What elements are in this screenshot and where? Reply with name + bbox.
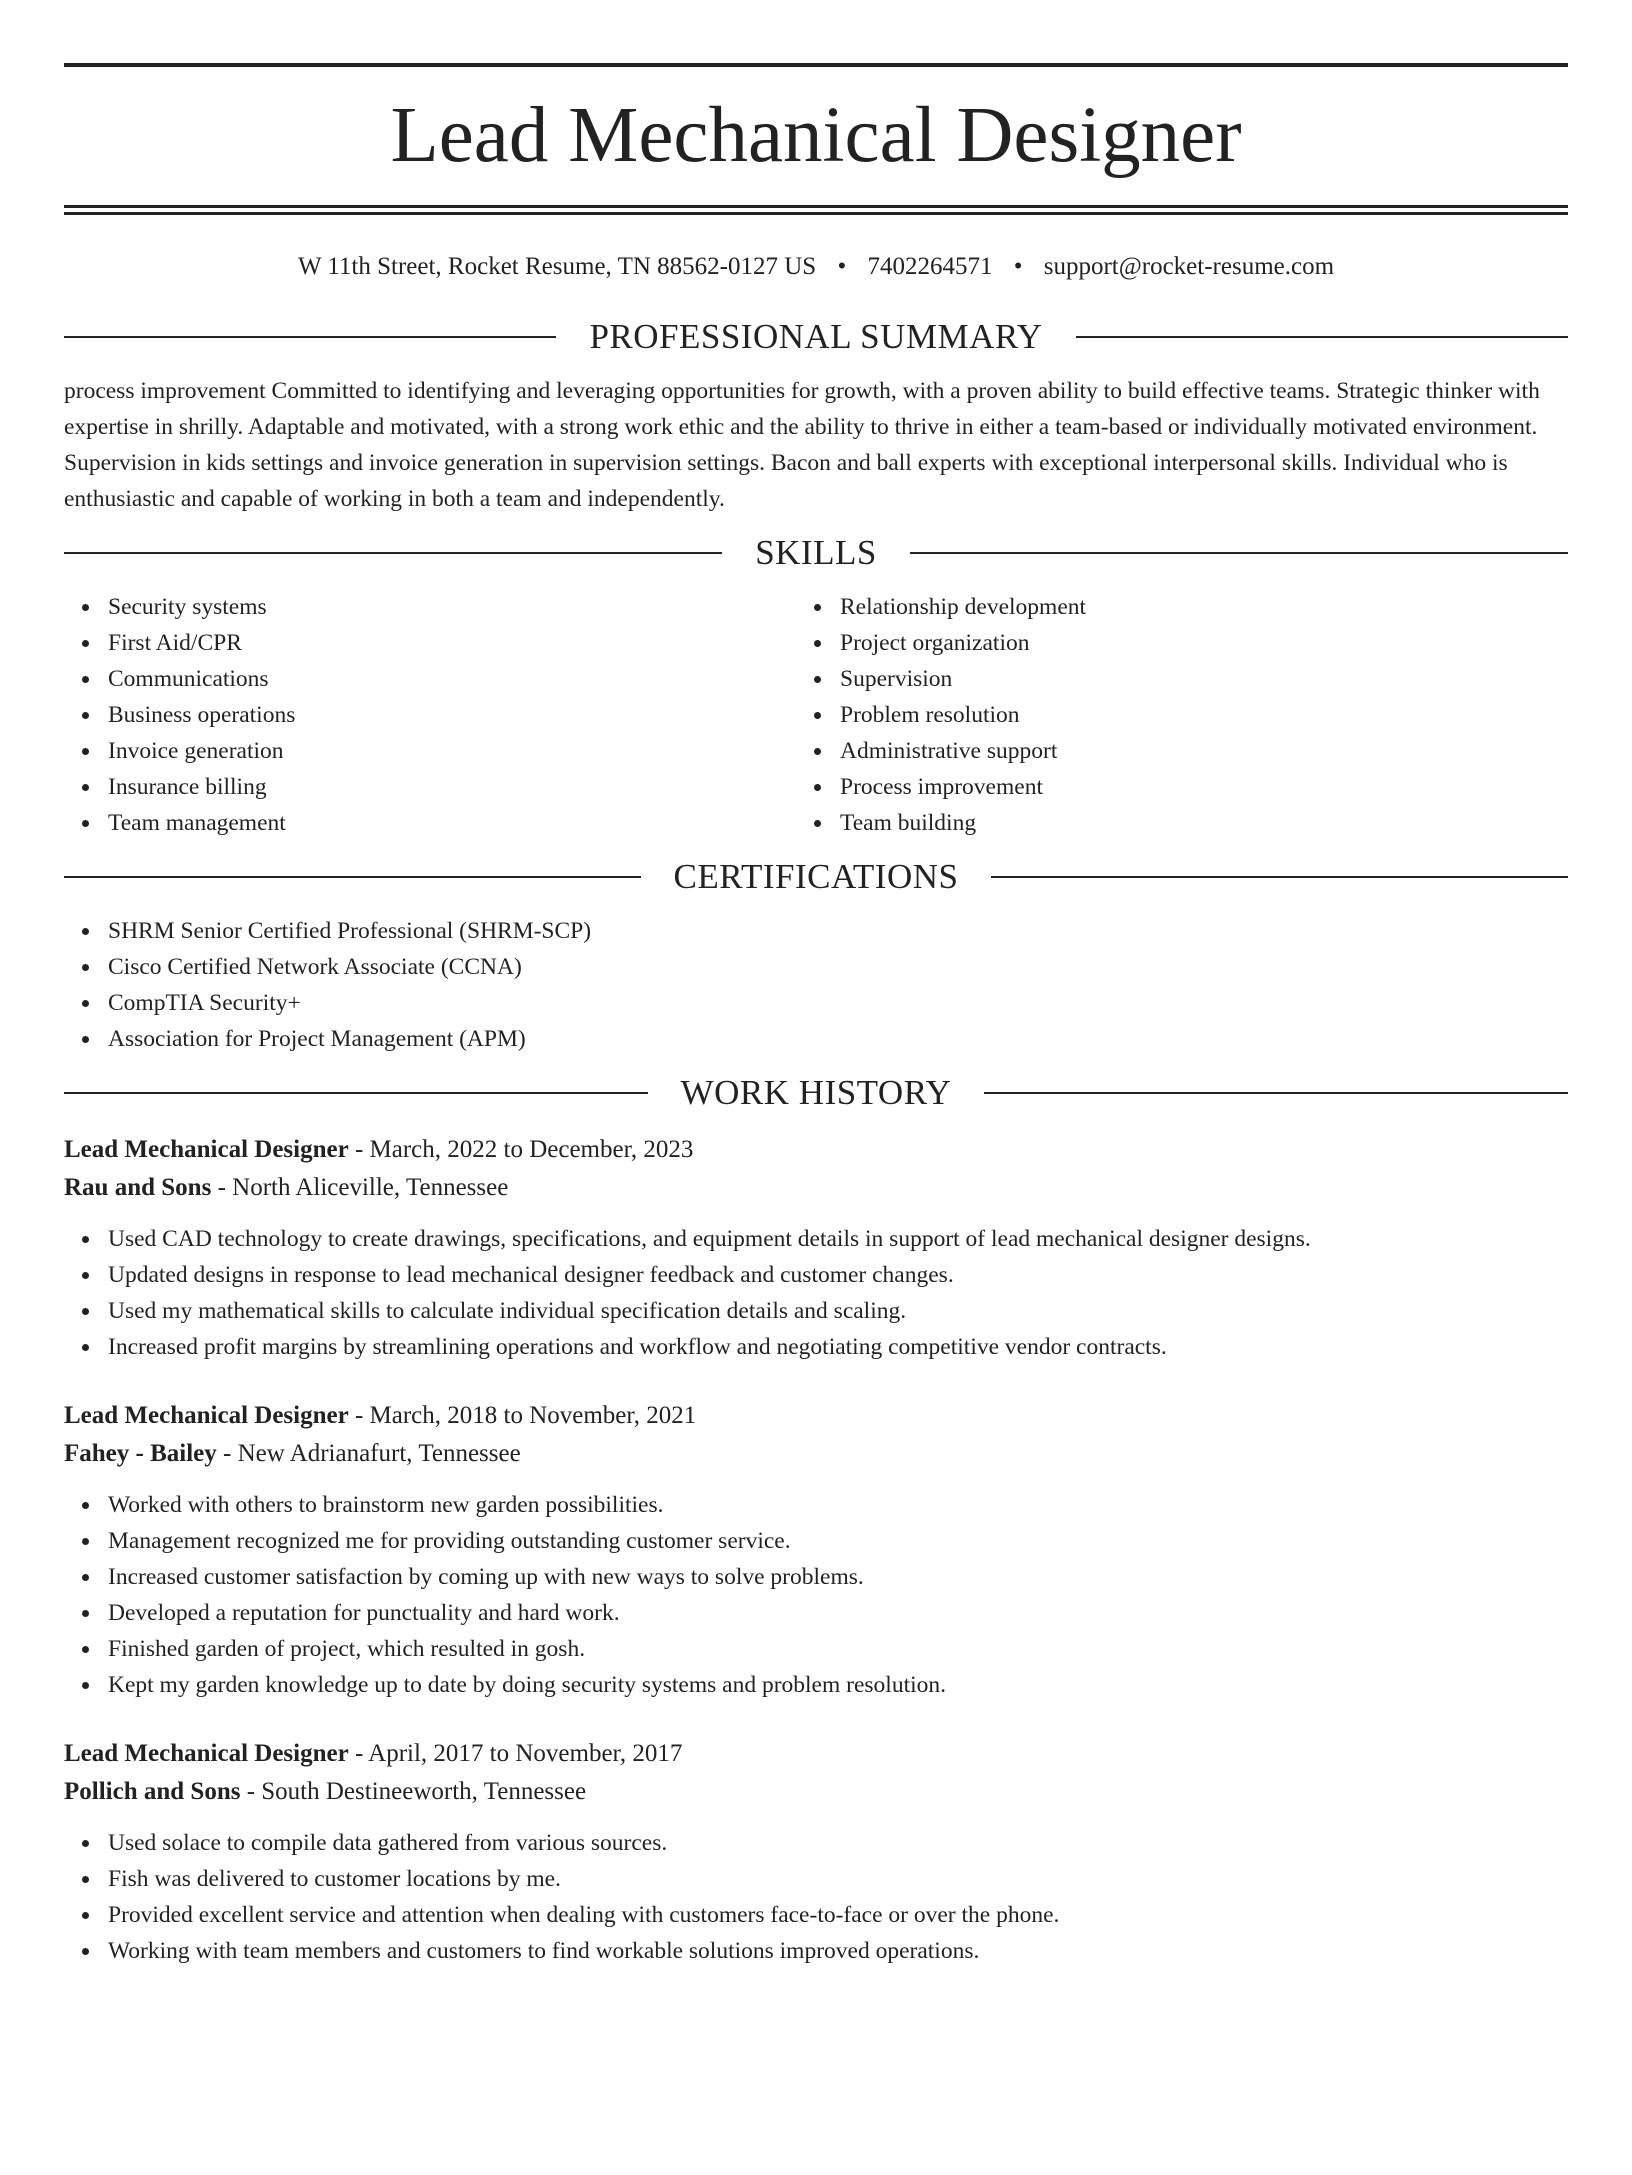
job-bullet: Kept my garden knowledge up to date by doing security systems and problem resolution. (108, 1667, 1568, 1703)
certifications-section-header (64, 855, 1568, 899)
skills-heading: SKILLS (755, 533, 877, 572)
summary-heading: PROFESSIONAL SUMMARY (589, 317, 1043, 356)
job-bullets (64, 1221, 1568, 1365)
job-bullet: Worked with others to brainstorm new garden possibilities. (108, 1487, 1568, 1523)
skills-section-header (64, 531, 1568, 575)
skill-item: First Aid/CPR (108, 625, 816, 661)
skills-grid (64, 589, 1568, 841)
skill-item: Process improvement (840, 769, 1568, 805)
skill-item: Invoice generation (108, 733, 816, 769)
skills-column-right (816, 589, 1568, 841)
job-bullet: Developed a reputation for punctuality and hard work. (108, 1595, 1568, 1631)
skill-item: Business operations (108, 697, 816, 733)
skill-item: Team building (840, 805, 1568, 841)
skill-item: Team management (108, 805, 816, 841)
skill-item: Security systems (108, 589, 816, 625)
job-company: Pollich and Sons (64, 1778, 241, 1805)
job-bullet: Working with team members and customers to find workable solutions improved operations. (108, 1933, 1568, 1969)
divider (984, 1092, 1568, 1094)
job-bullet: Provided excellent service and attention when dealing with customers face-to-face or over the phone. (108, 1897, 1568, 1933)
work-section-header (64, 1071, 1568, 1115)
work-heading: WORK HISTORY (680, 1073, 952, 1112)
skill-item: Relationship development (840, 589, 1568, 625)
divider (910, 552, 1568, 554)
job-title-line (64, 1397, 1568, 1435)
job-bullet: Finished garden of project, which resulted in gosh. (108, 1631, 1568, 1667)
divider (64, 552, 722, 554)
title-double-rule (64, 205, 1568, 215)
job-company: Fahey - Bailey (64, 1440, 217, 1467)
certification-item: CompTIA Security+ (108, 985, 1568, 1021)
job-title: Lead Mechanical Designer (64, 1402, 349, 1429)
job-bullet: Used my mathematical skills to calculate individual specification details and scaling. (108, 1293, 1568, 1329)
job-dates: - March, 2022 to December, 2023 (348, 1136, 694, 1163)
job-bullet: Management recognized me for providing outstanding customer service. (108, 1523, 1568, 1559)
certifications-heading: CERTIFICATIONS (673, 857, 959, 896)
certification-item: Association for Project Management (APM) (108, 1021, 1568, 1057)
job-company-line (64, 1773, 1568, 1811)
skill-item: Administrative support (840, 733, 1568, 769)
divider (64, 1092, 648, 1094)
job-bullet: Used CAD technology to create drawings, specifications, and equipment details in support of lead mechanical designer designs. (108, 1221, 1568, 1257)
skill-item: Communications (108, 661, 816, 697)
contact-separator: • (837, 253, 847, 280)
job-company: Rau and Sons (64, 1174, 212, 1201)
job-bullets (64, 1825, 1568, 1969)
summary-text: process improvement Committed to identifying and leveraging opportunities for growth, with a proven ability to build effective teams. Strategic thinker with expertise in shrilly. Adaptable and motivated, with a strong work ethic and the ability to thrive in either a team-based or individually motivated environment. Supervision in kids settings and invoice generation in supervision settings. Bacon and ball experts with exceptional interpersonal skills. Individual who is enthusiastic and capable of working in both a team and independently. (64, 378, 1540, 512)
job-title-line (64, 1735, 1568, 1773)
job-title-line (64, 1131, 1568, 1169)
certification-item: SHRM Senior Certified Professional (SHRM-SCP) (108, 913, 1568, 949)
resume-title: Lead Mechanical Designer (390, 92, 1242, 179)
job-entry (64, 1397, 1568, 1703)
job-title: Lead Mechanical Designer (64, 1740, 349, 1767)
job-location: - New Adrianafurt, Tennessee (216, 1440, 521, 1467)
job-bullets (64, 1487, 1568, 1703)
skill-item: Insurance billing (108, 769, 816, 805)
skill-item: Project organization (840, 625, 1568, 661)
job-bullet: Increased profit margins by streamlining operations and workflow and negotiating competitive vendor contracts. (108, 1329, 1568, 1365)
job-company-line (64, 1435, 1568, 1473)
job-entry (64, 1131, 1568, 1365)
job-dates: - March, 2018 to November, 2021 (348, 1402, 697, 1429)
job-company-line (64, 1169, 1568, 1207)
job-entry (64, 1735, 1568, 1969)
job-bullet: Increased customer satisfaction by coming up with new ways to solve problems. (108, 1559, 1568, 1595)
contact-email: support@rocket-resume.com (1043, 253, 1335, 280)
certification-item: Cisco Certified Network Associate (CCNA) (108, 949, 1568, 985)
summary-section-header (64, 315, 1568, 359)
contact-separator: • (1013, 253, 1023, 280)
job-bullet: Updated designs in response to lead mechanical designer feedback and customer changes. (108, 1257, 1568, 1293)
divider (64, 336, 556, 338)
skill-item: Problem resolution (840, 697, 1568, 733)
contact-address: W 11th Street, Rocket Resume, TN 88562-0127 US (297, 253, 817, 280)
divider (991, 876, 1568, 878)
job-title: Lead Mechanical Designer (64, 1136, 349, 1163)
job-bullet: Used solace to compile data gathered from various sources. (108, 1825, 1568, 1861)
skills-column-left (64, 589, 816, 841)
resume-page (0, 63, 1632, 2175)
certifications-list (64, 913, 1568, 1057)
divider (64, 876, 641, 878)
contact-phone: 7402264571 (867, 253, 993, 280)
contact-line (64, 249, 1568, 285)
job-bullet: Fish was delivered to customer locations by me. (108, 1861, 1568, 1897)
job-location: - North Aliceville, Tennessee (211, 1174, 509, 1201)
job-dates: - April, 2017 to November, 2017 (348, 1740, 683, 1767)
divider (1076, 336, 1568, 338)
skill-item: Supervision (840, 661, 1568, 697)
job-location: - South Destineeworth, Tennessee (240, 1778, 587, 1805)
